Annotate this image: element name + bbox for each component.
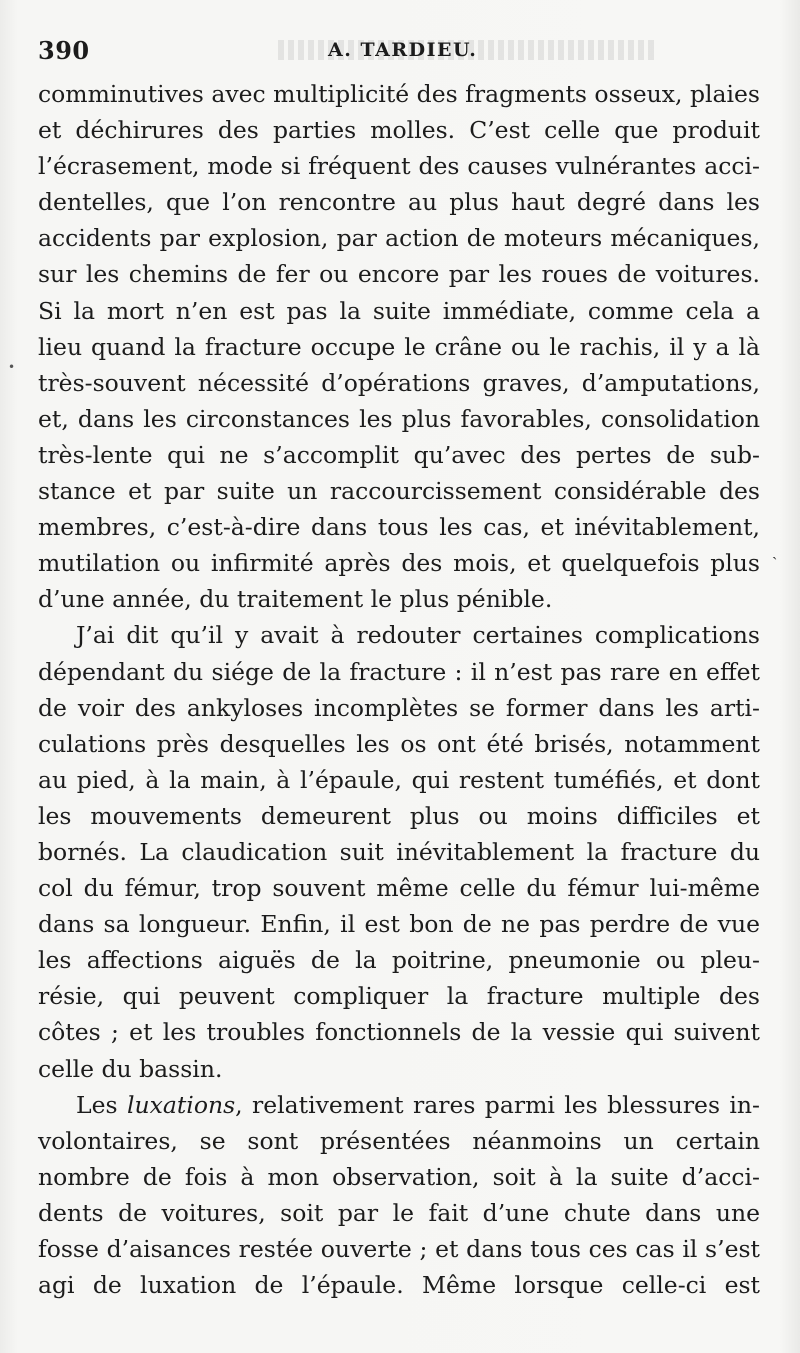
text-line: les affections aiguës de la poitrine, pneumonie ou pleu- <box>38 946 760 975</box>
paragraph-2 <box>38 617 760 1086</box>
text-line: et déchirures des parties molles. C’est celle que produit <box>38 116 760 145</box>
text-line: très-lente qui ne s’accomplit qu’avec des pertes de sub- <box>38 440 760 469</box>
text-line-first <box>38 1087 760 1123</box>
text-line: Si la mort n’en est pas la suite immédiate, comme cela a <box>38 296 760 325</box>
text-line: de voir des ankyloses incomplètes se former dans les arti- <box>38 693 760 722</box>
page-header <box>38 36 758 70</box>
text-line: bornés. La claudication suit inévitablement la fracture du <box>38 837 760 866</box>
text-line: dans sa longueur. Enfin, il est bon de ne pas perdre de vue <box>38 910 760 939</box>
text-line: culations près desquelles les os ont été brisés, notamment <box>38 729 760 758</box>
text-line: accidents par explosion, par action de moteurs mécaniques, <box>38 224 760 253</box>
text-line: résie, qui peuvent compliquer la fracture multiple des <box>38 982 760 1011</box>
running-head: A. TARDIEU. <box>328 39 478 61</box>
text-fragment: Les <box>76 1090 127 1119</box>
text-line: d’une année, du traitement le plus pénible. <box>38 585 553 614</box>
text-line: fosse d’aisances restée ouverte ; et dans tous ces cas il s’est <box>38 1235 760 1263</box>
margin-mark: ˎ <box>772 541 778 560</box>
text-line: agi de luxation de l’épaule. Même lorsque celle-ci est <box>38 1271 760 1300</box>
text-line: volontaires, se sont présentées néanmoins un certain <box>38 1126 760 1155</box>
text-line: côtes ; et les troubles fonctionnels de la vessie qui suivent <box>38 1018 760 1047</box>
text-line: dépendant du siége de la fracture : il n’est pas rare en effet <box>38 657 760 686</box>
text-line: les mouvements demeurent plus ou moins difficiles et <box>38 801 760 830</box>
text-line: dentelles, que l’on rencontre au plus haut degré dans les <box>38 188 760 217</box>
text-line: nombre de fois à mon observation, soit à la suite d’acci- <box>38 1162 760 1191</box>
text-line: l’écrasement, mode si fréquent des causes vulnérantes acci- <box>38 152 760 181</box>
margin-speck: • <box>8 360 16 374</box>
text-line: col du fémur, trop souvent même celle du fémur lui-même <box>38 874 760 903</box>
text-line: membres, c’est-à-dire dans tous les cas, et inévitablement, <box>38 513 760 542</box>
text-fragment: , relativement rares parmi les blessures in- <box>235 1090 760 1119</box>
text-line: stance et par suite un raccourcissement considérable des <box>38 477 760 506</box>
text-line: J’ai dit qu’il y avait à redouter certaines complications <box>76 621 760 650</box>
text-line: sur les chemins de fer ou encore par les roues de voitures. <box>38 260 760 289</box>
text-line: celle du bassin. <box>38 1054 223 1083</box>
paragraph-3 <box>38 1087 760 1304</box>
text-line: lieu quand la fracture occupe le crâne ou le rachis, il y a là <box>38 332 760 361</box>
text-line: très-souvent nécessité d’opérations graves, d’amputations, <box>38 368 760 397</box>
text-line: mutilation ou infirmité après des mois, et quelquefois plus <box>38 549 760 578</box>
text-line: dents de voitures, soit par le fait d’une chute dans une <box>38 1198 760 1227</box>
text-line: au pied, à la main, à l’épaule, qui restent tuméfiés, et dont <box>38 765 760 794</box>
italic-term: luxations <box>126 1090 236 1119</box>
text-line: et, dans les circonstances les plus favorables, consolidation <box>38 404 760 433</box>
page-number: 390 <box>38 36 90 65</box>
body-text <box>38 76 760 1303</box>
paragraph-1 <box>38 76 760 617</box>
text-line: comminutives avec multiplicité des fragments osseux, plaies <box>38 80 760 108</box>
